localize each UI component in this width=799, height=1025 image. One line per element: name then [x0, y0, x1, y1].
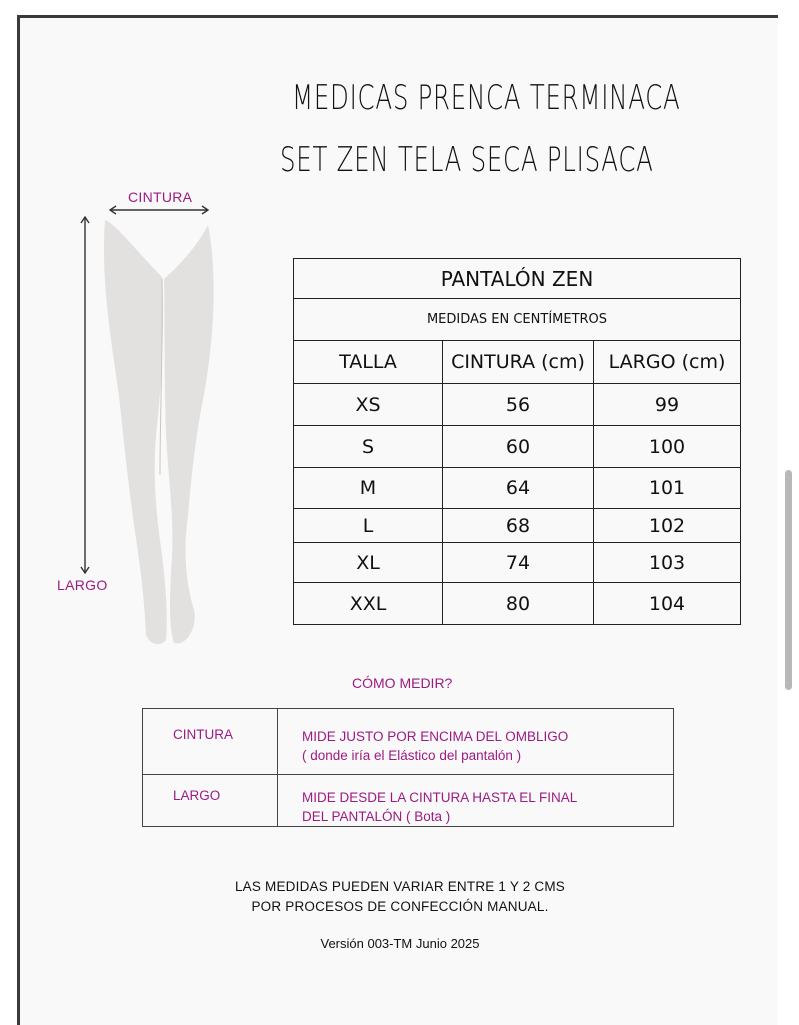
table-row: [294, 384, 741, 426]
size-cell: XXL: [294, 583, 443, 625]
how-to-row-largo: [143, 775, 674, 827]
length-cell: 100: [594, 426, 741, 468]
left-leg-shape: [104, 220, 167, 644]
table-row: [294, 426, 741, 468]
size-table: [293, 258, 741, 625]
size-cell: M: [294, 468, 443, 509]
page-title-line1: MEDICAS PRENCA TERMINACA: [292, 78, 681, 118]
how-to-row-cintura: [143, 709, 674, 775]
length-cell: 102: [594, 509, 741, 543]
page-title-line2: SET ZEN TELA SECA PLISACA: [280, 140, 654, 180]
how-to-line: MIDE DESDE LA CINTURA HASTA EL FINAL: [302, 790, 578, 805]
waist-cell: 64: [443, 468, 594, 509]
legs-figure-illustration: [70, 195, 250, 655]
how-to-measure-table: [142, 708, 674, 827]
how-to-key: LARGO: [143, 775, 278, 827]
scrollbar[interactable]: [785, 470, 792, 690]
largo-label: LARGO: [57, 577, 108, 593]
length-arrow: [81, 217, 89, 573]
table-row: [294, 543, 741, 583]
version-label: Versión 003-TM Junio 2025: [320, 936, 480, 951]
how-to-value: [278, 709, 674, 775]
length-cell: 99: [594, 384, 741, 426]
waist-arrow: [110, 206, 208, 214]
size-cell: XS: [294, 384, 443, 426]
table-row: [294, 583, 741, 625]
waist-cell: 56: [443, 384, 594, 426]
waist-cell: 80: [443, 583, 594, 625]
size-cell: XL: [294, 543, 443, 583]
length-cell: 104: [594, 583, 741, 625]
header-cintura: CINTURA (cm): [443, 341, 594, 384]
note-line2: POR PROCESOS DE CONFECCIÓN MANUAL.: [251, 899, 549, 914]
size-cell: L: [294, 509, 443, 543]
size-cell: S: [294, 426, 443, 468]
how-to-line: DEL PANTALÓN ( Bota ): [302, 809, 451, 824]
table-row: [294, 509, 741, 543]
length-cell: 101: [594, 468, 741, 509]
how-to-measure-heading: CÓMO MEDIR?: [352, 675, 453, 691]
how-to-key: CINTURA: [143, 709, 278, 775]
table-row: [294, 468, 741, 509]
waist-cell: 68: [443, 509, 594, 543]
length-cell: 103: [594, 543, 741, 583]
waist-cell: 74: [443, 543, 594, 583]
how-to-value: [278, 775, 674, 827]
measurement-note: [200, 877, 600, 917]
right-leg-shape: [164, 225, 214, 644]
size-table-subtitle: MEDIDAS EN CENTÍMETROS: [294, 299, 741, 341]
how-to-line: MIDE JUSTO POR ENCIMA DEL OMBLIGO: [302, 729, 569, 744]
note-line1: LAS MEDIDAS PUEDEN VARIAR ENTRE 1 Y 2 CMS: [234, 879, 566, 894]
cintura-label: CINTURA: [128, 189, 193, 205]
header-talla: TALLA: [294, 341, 443, 384]
size-table-title: PANTALÓN ZEN: [294, 259, 741, 299]
how-to-line: ( donde iría el Elástico del pantalón ): [302, 748, 522, 763]
header-largo: LARGO (cm): [594, 341, 741, 384]
waist-cell: 60: [443, 426, 594, 468]
